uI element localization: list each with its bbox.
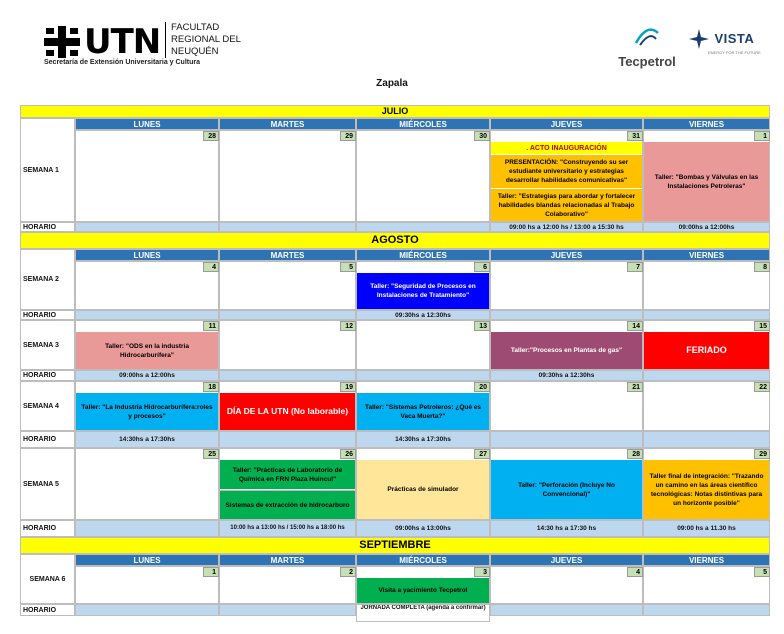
date-s3-mar: 12 [340,321,356,331]
city-title: Zapala [376,78,408,89]
event-taller-laboratorio: Taller: "Prácticas de Laboratorio de Química en FRN Plaza Huincul" [220,460,355,489]
date-s1-lun: 28 [203,131,219,141]
horario-label-3: HORARIO [20,370,75,381]
horario-s1-lun [75,222,219,232]
date-s4-jue: 21 [627,382,643,392]
day-header-lunes-sep: LUNES [75,554,219,566]
cell-s1-martes [219,130,356,222]
horario-s4-vie [643,431,770,448]
event-acto-inauguracion: . ACTO INAUGURACIÓN [491,142,642,154]
horario-label-5: HORARIO [20,520,75,537]
horario-s3-lun: 09:00hs a 12:00hs [75,370,219,381]
date-s4-mie: 20 [474,382,490,392]
day-header-viernes-sep: VIERNES [643,554,770,566]
date-s6-mie: 3 [474,567,490,577]
cell-s3-miercoles [356,320,490,370]
date-s1-mie: 30 [474,131,490,141]
cell-s2-lunes [75,261,219,310]
horario-s2-mie: 09:30hs a 12:30hs [356,310,490,320]
horario-s2-mar [219,310,356,320]
vista-subtitle: ENERGY FOR THE FUTURE [708,50,761,55]
event-visita-yacimiento: Visita a yacimiento Tecpetrol [357,578,489,603]
event-taller-final: Taller final de integración: "Trazando un camino en las áreas científico tecnológicas: Notas distintivas para un horizonte posible" [644,460,769,519]
day-header-lunes-ago: LUNES [75,249,219,261]
horario-s3-mar [219,370,356,381]
horario-s4-mar [219,431,356,448]
date-s5-jue: 28 [627,449,643,459]
event-dia-utn: DÍA DE LA UTN (No laborable) [220,393,355,430]
day-header-viernes: VIERNES [643,118,770,130]
event-practicas-simulador: Prácticas de simulador [357,460,489,519]
vista-text: VISTA [714,31,755,47]
horario-s6-lun [75,604,219,616]
cell-s1-lunes [75,130,219,222]
event-presentacion: PRESENTACIÓN: "Construyendo su ser estudiante universitario y estrategias desarrollar habilidades comunicativas" [491,155,642,188]
cell-s4-jueves [490,381,643,431]
date-s1-mar: 29 [340,131,356,141]
tecpetrol-swirl-icon [632,25,662,47]
horario-s2-vie [643,310,770,320]
faculty-name [165,22,241,58]
date-s2-mie: 6 [474,262,490,272]
day-header-jueves-sep: JUEVES [490,554,643,566]
day-header-miercoles-sep: MIÉRCOLES [356,554,490,566]
horario-s3-vie [643,370,770,381]
event-taller-perforacion: Taller: "Perforación (Incluye No Convencional)" [491,460,642,519]
horario-s3-mie [356,370,490,381]
faculty-line-2: REGIONAL DEL [171,34,241,45]
date-s6-lun: 1 [203,567,219,577]
cell-s1-miercoles [356,130,490,222]
horario-s5-jue: 14:30 hs a 17:30 hs [490,520,643,537]
date-s6-vie: 5 [754,567,770,577]
horario-s2-jue [490,310,643,320]
utn-emblem-icon [44,26,80,58]
day-header-jueves-ago: JUEVES [490,249,643,261]
horario-label-2: HORARIO [20,310,75,320]
horario-s1-vie: 09:00hs a 12:00hs [643,222,770,232]
horario-s6-mar [219,604,356,616]
date-s1-vie: 1 [754,131,770,141]
event-taller-bombas: Taller: "Bombas y Válvulas en las Instalaciones Petroleras" [644,142,769,221]
horario-s5-mar: 10:00 hs a 13:00 hs / 15:00 hs a 18:00 hs [219,520,356,537]
horario-s3-jue: 09:30hs a 12:30hs [490,370,643,381]
horario-s5-vie: 09:00 hs a 11.30 hs [643,520,770,537]
day-header-miercoles-ago: MIÉRCOLES [356,249,490,261]
event-taller-habilidades: Taller: "Estrategias para abordar y fortalecer habilidades blandas relacionadas al Trabajo Colaborativo" [491,189,642,221]
horario-s5-lun [75,520,219,537]
horario-s1-mar [219,222,356,232]
week-label-4: SEMANA 4 [20,381,75,431]
horario-s5-mie: 09:00hs a 13:00hs [356,520,490,537]
week-label-1: SEMANA 1 [20,118,75,222]
event-taller-seguridad: Taller: "Seguridad de Procesos en Instalaciones de Tratamiento" [357,273,489,309]
tecpetrol-text: Tecpetrol [618,54,676,69]
event-sistemas-extraccion: Sistemas de extracción de hidrocarburo [220,490,355,519]
date-s3-lun: 11 [203,321,219,331]
month-header-julio: JULIO [20,105,770,118]
date-s6-jue: 4 [627,567,643,577]
month-header-agosto: AGOSTO [20,232,770,249]
cell-s3-martes [219,320,356,370]
secretaria-text: Secretaría de Extensión Universitaria y Cultura [44,59,201,66]
date-s2-jue: 7 [627,262,643,272]
date-s2-lun: 4 [203,262,219,272]
date-s6-mar: 2 [340,567,356,577]
tecpetrol-logo [612,25,682,69]
utn-logo-text: UTN [84,22,161,62]
horario-s6-jue [490,604,643,616]
week-label-2: SEMANA 2 [20,249,75,310]
event-taller-plantas-gas: Taller:"Procesos en Plantas de gas" [491,332,642,369]
cell-s5-lunes [75,448,219,520]
week-label-6: SEMANA 6 [20,554,75,604]
date-s4-mar: 19 [340,382,356,392]
cell-s6-martes [219,566,356,604]
month-header-septiembre: SEPTIEMBRE [20,537,770,554]
cell-s6-lunes [75,566,219,604]
week-label-3: SEMANA 3 [20,320,75,370]
date-s5-vie: 29 [754,449,770,459]
horario-s1-mie [356,222,490,232]
horario-label-4: HORARIO [20,431,75,448]
day-header-viernes-ago: VIERNES [643,249,770,261]
date-s2-vie: 8 [754,262,770,272]
faculty-line-1: FACULTAD [171,22,220,33]
horario-s1-jue: 09:00 hs a 12:00 hs / 13:00 a 15:30 hs [490,222,643,232]
cell-s6-viernes [643,566,770,604]
utn-logo [44,22,160,62]
date-s2-mar: 5 [340,262,356,272]
event-taller-vaca-muerta: Taller: "Sistemas Petroleros: ¿Qué es Vaca Muerta?" [357,393,489,430]
horario-label-6: HORARIO [20,604,75,616]
horario-label-1: HORARIO [20,222,75,232]
cell-s2-martes [219,261,356,310]
day-header-martes-sep: MARTES [219,554,356,566]
day-header-miercoles: MIÉRCOLES [356,118,490,130]
cell-s6-jueves [490,566,643,604]
event-taller-industria: Taller: "La Industria Hidrocarburífera:roles y procesos" [76,393,218,430]
horario-s6-vie [643,604,770,616]
horario-s4-jue [490,431,643,448]
day-header-jueves: JUEVES [490,118,643,130]
day-header-lunes: LUNES [75,118,219,130]
horario-s4-mie: 14:30hs a 17:30hs [356,431,490,448]
horario-s2-lun [75,310,219,320]
horario-s4-lun: 14:30hs a 17:30hs [75,431,219,448]
date-s5-mie: 27 [474,449,490,459]
date-s4-lun: 18 [203,382,219,392]
vista-logo [688,28,761,55]
cell-s4-viernes [643,381,770,431]
date-s5-mar: 26 [340,449,356,459]
day-header-martes-ago: MARTES [219,249,356,261]
date-s5-lun: 25 [203,449,219,459]
week-label-5: SEMANA 5 [20,448,75,520]
cell-s2-viernes [643,261,770,310]
date-s3-vie: 15 [754,321,770,331]
event-feriado: FERIADO [644,332,769,369]
horario-s6-mie: JORNADA COMPLETA (agenda a confirmar) [356,604,490,622]
date-s3-mie: 13 [474,321,490,331]
cell-s2-jueves [490,261,643,310]
date-s3-jue: 14 [627,321,643,331]
event-taller-ods: Taller: "ODS en la industria Hidrocarburífera" [76,332,218,369]
date-s4-vie: 22 [754,382,770,392]
day-header-martes: MARTES [219,118,356,130]
faculty-line-3: NEUQUÉN [171,46,219,57]
date-s1-jue: 31 [627,131,643,141]
vista-star-icon [688,28,710,50]
